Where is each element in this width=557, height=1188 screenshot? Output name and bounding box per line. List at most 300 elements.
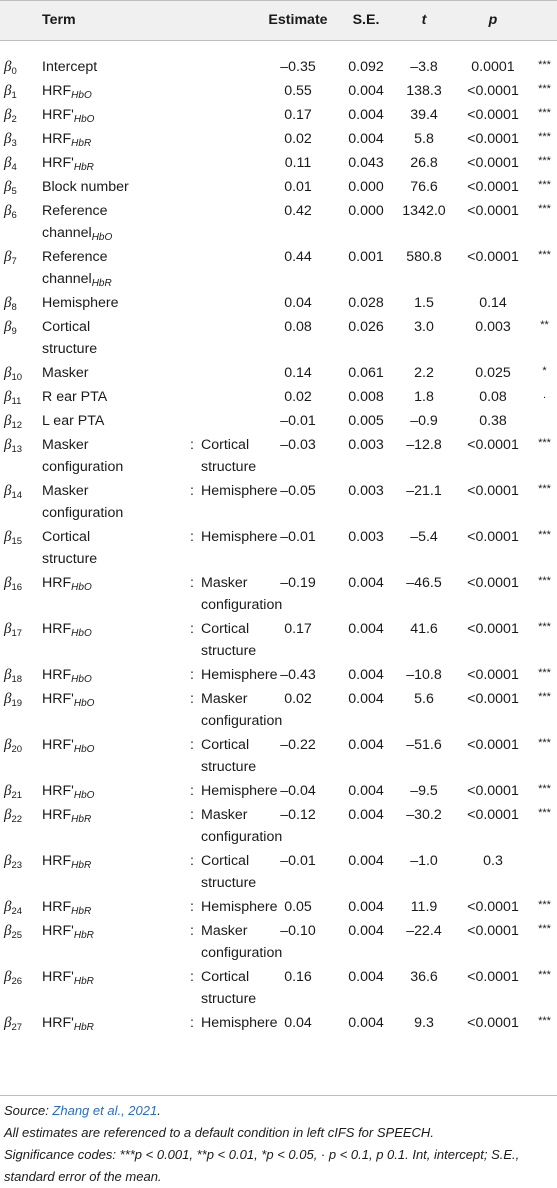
term-primary-text: Reference: [42, 203, 108, 219]
coefficient-index: 27: [11, 1022, 23, 1033]
term-primary-line1: [42, 896, 91, 918]
t-value: –46.5: [406, 575, 442, 591]
term-primary-line1: [42, 362, 89, 384]
term-primary-text2: channel: [42, 225, 92, 241]
p-value: <0.0001: [467, 969, 519, 985]
significance-code: ***: [538, 131, 551, 143]
estimate-value: 0.17: [284, 621, 312, 637]
coefficient-index: 3: [11, 138, 17, 149]
term-primary-line2: [42, 268, 112, 290]
coefficient-index: 10: [11, 372, 23, 383]
se-value: 0.008: [348, 389, 384, 405]
term-primary-text: Masker: [42, 437, 89, 453]
estimate-value: 0.04: [284, 295, 312, 311]
term-primary-line1: [42, 246, 107, 268]
term-primary-text: HRF: [42, 853, 72, 869]
row-coefficient-label: $\beta_9$: [4, 319, 17, 337]
coefficient-index: 22: [11, 814, 23, 825]
row-coefficient-label: $\beta_{23}$: [4, 853, 23, 871]
se-value: 0.004: [348, 807, 384, 823]
se-value: 0.000: [348, 203, 384, 219]
term-primary-line1: [42, 920, 94, 942]
significance-code: ***: [538, 807, 551, 819]
se-value: 0.004: [348, 667, 384, 683]
interaction-colon: :: [190, 807, 194, 823]
term-interaction-text: Cortical: [201, 737, 250, 753]
se-value: 0.092: [348, 59, 384, 75]
row-coefficient-label: $\beta_{10}$: [4, 365, 23, 383]
estimate-value: –0.43: [280, 667, 316, 683]
row-coefficient-label: $\beta_{16}$: [4, 575, 23, 593]
term-primary-text2: configuration: [42, 459, 124, 475]
term-primary-line1: [42, 1012, 94, 1034]
term-interaction-text2: structure: [201, 459, 257, 475]
term-primary-line1: [42, 480, 89, 502]
term-primary-subscript: HbO: [71, 90, 92, 101]
term-primary-subscript: HbR: [73, 930, 94, 941]
coefficient-index: 0: [11, 66, 17, 77]
term-interaction-text: Cortical: [201, 621, 250, 637]
term-interaction-text2: configuration: [201, 713, 283, 729]
term-interaction-line2: [201, 826, 282, 848]
significance-code: ***: [538, 59, 551, 71]
se-value: 0.004: [348, 737, 384, 753]
se-value: 0.000: [348, 179, 384, 195]
p-value: <0.0001: [467, 783, 519, 799]
term-primary-text: HRF: [42, 899, 72, 915]
term-primary-text: Masker: [42, 483, 89, 499]
term-primary-line1: [42, 572, 92, 594]
se-value: 0.003: [348, 437, 384, 453]
term-primary-line1: [42, 434, 89, 456]
estimate-value: –0.22: [280, 737, 316, 753]
estimate-value: 0.16: [284, 969, 312, 985]
term-primary-line2: [42, 456, 123, 478]
term-interaction-line1: [201, 920, 248, 942]
row-coefficient-label: $\beta_{21}$: [4, 783, 23, 801]
interaction-colon: :: [190, 483, 194, 499]
p-value: <0.0001: [467, 667, 519, 683]
term-primary-text: Masker: [42, 365, 89, 381]
term-primary-text: HRF: [42, 575, 72, 591]
interaction-colon: :: [190, 621, 194, 637]
term-interaction-text: Hemisphere: [201, 667, 278, 683]
term-interaction-text: Masker: [201, 923, 248, 939]
t-value: –10.8: [406, 667, 442, 683]
t-value: –3.8: [410, 59, 438, 75]
se-value: 0.004: [348, 899, 384, 915]
term-interaction-text: Cortical: [201, 969, 250, 985]
row-coefficient-label: $\beta_{27}$: [4, 1015, 23, 1033]
term-primary-text: Cortical: [42, 529, 91, 545]
se-value: 0.001: [348, 249, 384, 265]
term-interaction-line2: [201, 756, 256, 778]
row-coefficient-label: $\beta_{12}$: [4, 413, 23, 431]
term-primary-text: HRF': [42, 107, 74, 123]
term-primary-text2: channel: [42, 271, 92, 287]
se-value: 0.004: [348, 1015, 384, 1031]
significance-code: ***: [538, 969, 551, 981]
p-value: <0.0001: [467, 437, 519, 453]
term-primary-line1: [42, 176, 129, 198]
term-interaction-text: Cortical: [201, 853, 250, 869]
term-interaction-line1: [201, 966, 249, 988]
term-primary-subscript2: HbR: [91, 278, 112, 289]
term-primary-line1: [42, 386, 107, 408]
term-primary-line1: [42, 850, 91, 872]
term-interaction-text: Cortical: [201, 437, 250, 453]
se-value: 0.004: [348, 923, 384, 939]
significance-code: ***: [538, 107, 551, 119]
se-value: 0.004: [348, 131, 384, 147]
term-primary-text: HRF': [42, 691, 74, 707]
term-primary-line1: [42, 200, 107, 222]
estimate-value: 0.01: [284, 179, 312, 195]
t-value: –21.1: [406, 483, 442, 499]
significance-code: ***: [538, 1015, 551, 1027]
term-primary-line1: [42, 664, 92, 686]
p-value: <0.0001: [467, 83, 519, 99]
p-value: <0.0001: [467, 483, 519, 499]
p-value: <0.0001: [467, 691, 519, 707]
estimate-value: –0.10: [280, 923, 316, 939]
estimate-value: 0.44: [284, 249, 312, 265]
table-bottom-rule: [0, 1095, 557, 1096]
table-top-rule: [0, 0, 557, 1]
t-value: 5.8: [414, 131, 434, 147]
significance-code: ***: [538, 691, 551, 703]
p-value: <0.0001: [467, 575, 519, 591]
term-primary-subscript: HbO: [71, 628, 92, 639]
term-interaction-line1: [201, 618, 249, 640]
term-interaction-text2: configuration: [201, 829, 283, 845]
header-se: S.E.: [352, 12, 380, 28]
significance-code: ***: [538, 529, 551, 541]
coefficient-index: 17: [11, 628, 23, 639]
row-coefficient-label: $\beta_0$: [4, 59, 17, 77]
term-primary-line1: [42, 410, 104, 432]
significance-code: ***: [538, 899, 551, 911]
interaction-colon: :: [190, 691, 194, 707]
t-value: 9.3: [414, 1015, 434, 1031]
term-primary-line2: [42, 222, 112, 244]
estimate-value: –0.12: [280, 807, 316, 823]
p-value: 0.08: [479, 389, 507, 405]
interaction-colon: :: [190, 1015, 194, 1031]
row-coefficient-label: $\beta_8$: [4, 295, 17, 313]
term-interaction-text: Hemisphere: [201, 899, 278, 915]
header-t: t: [421, 12, 427, 28]
estimate-value: –0.01: [280, 413, 316, 429]
estimate-value: 0.11: [284, 155, 312, 171]
footnote-reference: All estimates are referenced to a default condition in left cIFS for SPEECH.: [4, 1125, 434, 1140]
term-primary-line1: [42, 780, 94, 802]
t-value: 76.6: [410, 179, 438, 195]
term-primary-text: R ear PTA: [42, 389, 108, 405]
significance-code: ***: [538, 783, 551, 795]
significance-code: **: [540, 319, 549, 331]
coefficient-index: 12: [11, 420, 23, 431]
term-primary-line2: [42, 548, 97, 570]
term-primary-line1: [42, 688, 94, 710]
estimate-value: 0.14: [284, 365, 312, 381]
significance-code: ***: [538, 179, 551, 191]
term-primary-text: HRF: [42, 807, 72, 823]
significance-code: ***: [538, 203, 551, 215]
term-primary-line1: [42, 128, 91, 150]
se-value: 0.004: [348, 783, 384, 799]
coefficient-index: 8: [11, 302, 17, 313]
coefficient-index: 6: [11, 210, 17, 221]
estimate-value: –0.19: [280, 575, 316, 591]
significance-code: ***: [538, 83, 551, 95]
p-value: <0.0001: [467, 1015, 519, 1031]
estimate-value: –0.03: [280, 437, 316, 453]
term-primary-text: HRF': [42, 783, 74, 799]
term-primary-line1: [42, 104, 94, 126]
term-primary-line1: [42, 80, 92, 102]
coefficient-index: 13: [11, 444, 23, 455]
coefficient-index: 24: [11, 906, 23, 917]
p-value: <0.0001: [467, 899, 519, 915]
estimate-value: 0.17: [284, 107, 312, 123]
term-primary-text: HRF: [42, 83, 72, 99]
term-primary-line1: [42, 316, 90, 338]
se-value: 0.026: [348, 319, 384, 335]
term-primary-text2: configuration: [42, 505, 124, 521]
significance-code: ***: [538, 437, 551, 449]
significance-code: ***: [538, 923, 551, 935]
se-value: 0.004: [348, 853, 384, 869]
estimate-value: –0.01: [280, 853, 316, 869]
estimate-value: 0.02: [284, 389, 312, 405]
coefficient-index: 20: [11, 744, 23, 755]
row-coefficient-label: $\beta_{17}$: [4, 621, 23, 639]
coefficient-index: 5: [11, 186, 17, 197]
term-primary-subscript: HbR: [71, 860, 92, 871]
significance-code: ***: [538, 249, 551, 261]
term-interaction-text: Masker: [201, 807, 248, 823]
t-value: –12.8: [406, 437, 442, 453]
term-interaction-text2: configuration: [201, 597, 283, 613]
term-primary-line2: [42, 338, 97, 360]
coefficient-index: 16: [11, 582, 23, 593]
term-primary-text: HRF': [42, 737, 74, 753]
row-coefficient-label: $\beta_{14}$: [4, 483, 23, 501]
p-value: <0.0001: [467, 923, 519, 939]
term-primary-text: Intercept: [42, 59, 98, 75]
footnote-source: Source: Zhang et al., 2021.: [4, 1103, 161, 1118]
se-value: 0.061: [348, 365, 384, 381]
row-coefficient-label: $\beta_4$: [4, 155, 17, 173]
coefficient-index: 23: [11, 860, 23, 871]
term-interaction-line2: [201, 710, 282, 732]
estimate-value: –0.05: [280, 483, 316, 499]
interaction-colon: :: [190, 969, 194, 985]
term-primary-text: HRF': [42, 1015, 74, 1031]
coefficient-index: 26: [11, 976, 23, 987]
term-primary-subscript: HbO: [73, 114, 95, 125]
term-primary-text: Cortical: [42, 319, 91, 335]
row-coefficient-label: $\beta_1$: [4, 83, 17, 101]
term-primary-line2: [42, 502, 123, 524]
term-primary-text: Block number: [42, 179, 129, 195]
estimate-value: 0.02: [284, 131, 312, 147]
term-primary-line1: [42, 618, 92, 640]
estimate-value: 0.42: [284, 203, 312, 219]
se-value: 0.004: [348, 575, 384, 591]
row-coefficient-label: $\beta_{22}$: [4, 807, 23, 825]
term-primary-text: HRF': [42, 969, 74, 985]
t-value: –0.9: [410, 413, 438, 429]
row-coefficient-label: $\beta_3$: [4, 131, 17, 149]
term-interaction-text: Hemisphere: [201, 529, 278, 545]
t-value: 1.5: [414, 295, 434, 311]
estimate-value: 0.04: [284, 1015, 312, 1031]
se-value: 0.028: [348, 295, 384, 311]
term-primary-text: Hemisphere: [42, 295, 119, 311]
se-value: 0.004: [348, 621, 384, 637]
p-value: <0.0001: [467, 529, 519, 545]
term-interaction-line1: [201, 688, 248, 710]
estimate-value: –0.01: [280, 529, 316, 545]
interaction-colon: :: [190, 529, 194, 545]
term-interaction-text2: structure: [201, 759, 257, 775]
p-value: <0.0001: [467, 203, 519, 219]
term-interaction-line2: [201, 988, 256, 1010]
coefficient-index: 15: [11, 536, 23, 547]
term-primary-line1: [42, 966, 94, 988]
term-primary-subscript: HbR: [71, 814, 92, 825]
term-primary-subscript: HbR: [73, 162, 94, 173]
row-coefficient-label: $\beta_{19}$: [4, 691, 23, 709]
term-interaction-line1: [201, 434, 249, 456]
table-header-rule: [0, 40, 557, 41]
t-value: 11.9: [410, 899, 438, 915]
interaction-colon: :: [190, 899, 194, 915]
coefficient-index: 11: [11, 396, 22, 407]
term-primary-subscript: HbO: [73, 790, 95, 801]
significance-code: ***: [538, 737, 551, 749]
interaction-colon: :: [190, 667, 194, 683]
p-value: <0.0001: [467, 155, 519, 171]
term-interaction-text2: structure: [201, 875, 257, 891]
coefficient-index: 21: [11, 790, 23, 801]
term-primary-subscript: HbR: [71, 906, 92, 917]
interaction-colon: :: [190, 737, 194, 753]
term-primary-text: HRF': [42, 155, 74, 171]
coefficient-index: 1: [11, 90, 17, 101]
term-primary-subscript: HbO: [71, 674, 92, 685]
t-value: –22.4: [406, 923, 442, 939]
t-value: –1.0: [410, 853, 438, 869]
se-value: 0.005: [348, 413, 384, 429]
coefficient-index: 14: [11, 490, 23, 501]
term-primary-text: HRF: [42, 131, 72, 147]
t-value: 26.8: [410, 155, 438, 171]
se-value: 0.004: [348, 83, 384, 99]
row-coefficient-label: $\beta_6$: [4, 203, 17, 221]
t-value: 3.0: [414, 319, 434, 335]
t-value: 36.6: [410, 969, 438, 985]
t-value: 1342.0: [402, 203, 446, 219]
term-primary-text: Reference: [42, 249, 108, 265]
estimate-value: 0.05: [284, 899, 312, 915]
term-primary-subscript: HbO: [71, 582, 92, 593]
p-value: <0.0001: [467, 131, 519, 147]
term-interaction-line2: [201, 594, 282, 616]
interaction-colon: :: [190, 923, 194, 939]
term-primary-line1: [42, 292, 119, 314]
term-interaction-text2: structure: [201, 991, 257, 1007]
header-term: Term: [42, 12, 76, 28]
estimate-value: 0.08: [284, 319, 312, 335]
term-interaction-line1: [201, 850, 249, 872]
t-value: 1.8: [414, 389, 434, 405]
se-value: 0.004: [348, 969, 384, 985]
row-coefficient-label: $\beta_{18}$: [4, 667, 23, 685]
coefficient-index: 9: [11, 326, 17, 337]
interaction-colon: :: [190, 783, 194, 799]
significance-code: ***: [538, 483, 551, 495]
term-primary-line1: [42, 152, 94, 174]
interaction-colon: :: [190, 853, 194, 869]
coefficient-index: 7: [11, 256, 17, 267]
term-interaction-line1: [201, 572, 248, 594]
source-link[interactable]: Zhang et al., 2021: [52, 1103, 158, 1118]
term-primary-subscript2: HbO: [91, 232, 113, 243]
significance-code: ***: [538, 621, 551, 633]
p-value: 0.003: [475, 319, 511, 335]
term-interaction-text2: structure: [201, 643, 257, 659]
header-estimate: Estimate: [268, 12, 328, 28]
significance-code: ***: [538, 667, 551, 679]
coefficient-index: 2: [11, 114, 17, 125]
row-coefficient-label: $\beta_7$: [4, 249, 17, 267]
coefficient-index: 4: [11, 162, 17, 173]
p-value: 0.38: [479, 413, 507, 429]
estimate-value: 0.55: [284, 83, 312, 99]
row-coefficient-label: $\beta_{15}$: [4, 529, 23, 547]
term-interaction-text: Hemisphere: [201, 783, 278, 799]
term-primary-text: HRF': [42, 923, 74, 939]
t-value: –51.6: [406, 737, 442, 753]
term-interaction-text: Hemisphere: [201, 1015, 278, 1031]
t-value: 138.3: [406, 83, 442, 99]
term-primary-subscript: HbR: [71, 138, 92, 149]
term-interaction-line2: [201, 942, 282, 964]
significance-code: ***: [538, 575, 551, 587]
se-value: 0.003: [348, 529, 384, 545]
p-value: <0.0001: [467, 621, 519, 637]
significance-code: ***: [538, 155, 551, 167]
term-interaction-line1: [201, 734, 249, 756]
term-interaction-line2: [201, 872, 256, 894]
t-value: –5.4: [410, 529, 438, 545]
term-interaction-text2: configuration: [201, 945, 283, 961]
term-primary-text: HRF: [42, 667, 72, 683]
term-interaction-text: Hemisphere: [201, 483, 278, 499]
estimate-value: –0.35: [280, 59, 316, 75]
p-value: <0.0001: [467, 249, 519, 265]
footnote-significance: Significance codes: ***p < 0.001, **p < 0.01, *p < 0.05, · p < 0.1, p 0.1. Int, intercept; S.E., standard error of the mean.: [4, 1147, 520, 1184]
term-interaction-line2: [201, 640, 256, 662]
term-interaction-line2: [201, 456, 256, 478]
row-coefficient-label: $\beta_{20}$: [4, 737, 23, 755]
term-primary-subscript: HbO: [73, 698, 95, 709]
t-value: 39.4: [410, 107, 438, 123]
term-primary-text2: structure: [42, 341, 98, 357]
